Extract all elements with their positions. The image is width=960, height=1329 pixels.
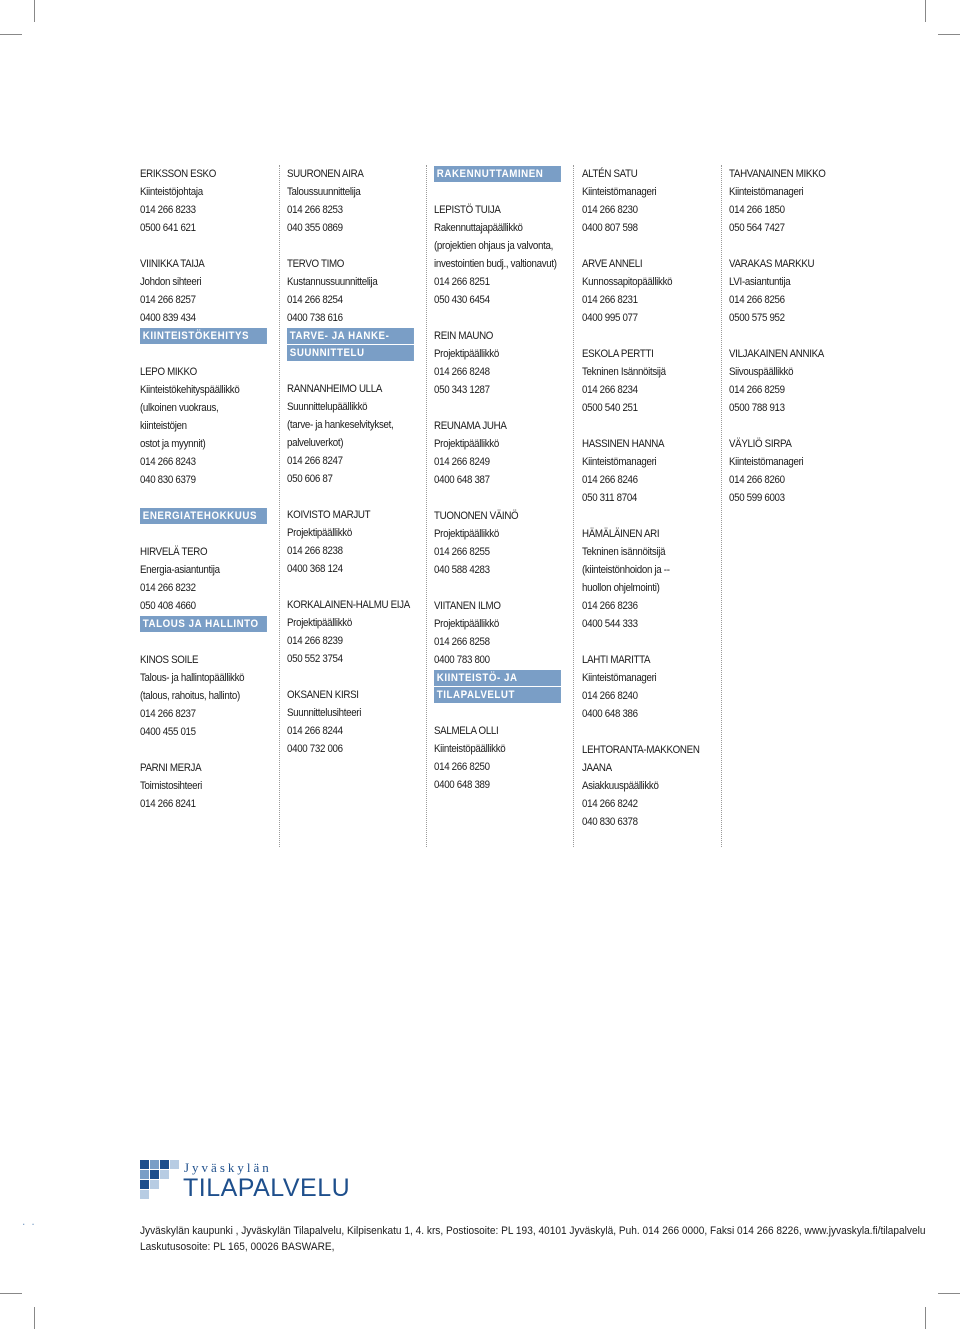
contact-line: 014 266 8233 bbox=[140, 204, 196, 216]
contact-line: 0400 455 015 bbox=[140, 726, 196, 738]
contact-line: 014 266 8234 bbox=[582, 384, 638, 396]
contact-line: Energia-asiantuntija bbox=[140, 564, 220, 576]
contact-line: 014 266 8251 bbox=[434, 276, 490, 288]
section-header: TILAPALVELUT bbox=[434, 687, 561, 703]
contact-line: REUNAMA JUHA bbox=[434, 420, 507, 432]
contact-line: 014 266 8241 bbox=[140, 798, 196, 810]
directory-column-4 bbox=[582, 165, 707, 831]
contact-line: Taloussuunnittelija bbox=[287, 186, 361, 198]
contact-line: 040 830 6378 bbox=[582, 816, 638, 828]
contact-line: LEPO MIKKO bbox=[140, 366, 197, 378]
contact-line: 0400 995 077 bbox=[582, 312, 638, 324]
spacer bbox=[140, 633, 265, 651]
contact-line: JAANA bbox=[582, 762, 612, 774]
contact-line: SALMELA OLLI bbox=[434, 725, 499, 737]
contact-line: 050 430 6454 bbox=[434, 294, 490, 306]
spacer bbox=[287, 362, 412, 380]
contact-line: 014 266 8253 bbox=[287, 204, 343, 216]
contact-line: 014 266 8255 bbox=[434, 546, 490, 558]
spacer bbox=[729, 417, 854, 435]
contact-line: LEHTORANTA-MAKKONEN bbox=[582, 744, 700, 756]
spacer bbox=[287, 668, 412, 686]
contact-line: 050 599 6003 bbox=[729, 492, 785, 504]
contact-line: REIN MAUNO bbox=[434, 330, 494, 342]
contact-line: OKSANEN KIRSI bbox=[287, 689, 359, 701]
logo-title: TILAPALVELU bbox=[183, 1174, 351, 1202]
contact-line: Kiinteistömanageri bbox=[729, 456, 804, 468]
spacer bbox=[140, 345, 265, 363]
contact-line: (kiinteistönhoidon ja -- bbox=[582, 564, 670, 576]
contact-line: 014 266 8239 bbox=[287, 635, 343, 647]
contact-line: ERIKSSON ESKO bbox=[140, 168, 216, 180]
directory-column-2 bbox=[287, 165, 412, 758]
contact-line: Johdon sihteeri bbox=[140, 276, 202, 288]
contact-line: 0500 575 952 bbox=[729, 312, 785, 324]
contact-line: Suunnittelupäällikkö bbox=[287, 401, 368, 413]
contact-line: Suunnittelusihteeri bbox=[287, 707, 362, 719]
logo-city-name: Jyväskylän bbox=[184, 1160, 272, 1175]
spacer bbox=[434, 704, 559, 722]
spacer bbox=[434, 489, 559, 507]
contact-line: Talous- ja hallintopäällikkö bbox=[140, 672, 245, 684]
contact-line: 0500 641 621 bbox=[140, 222, 196, 234]
footer-address-line: Jyväskylän kaupunki , Jyväskylän Tilapalvelu, Kilpisenkatu 1, 4. krs, Postiosoite: PL 193, 40101 Jyväskylä, Puh. 014 266 0000, Faksi 014 266 8226, www.jyvaskyla.fi/tilapalvelu bbox=[140, 1225, 926, 1237]
contact-line: Projektipäällikkö bbox=[287, 527, 352, 539]
directory-column-3 bbox=[434, 165, 559, 794]
contact-line: 014 266 8243 bbox=[140, 456, 196, 468]
tilapalvelu-logo bbox=[140, 1160, 372, 1202]
contact-line: 014 266 8256 bbox=[729, 294, 785, 306]
contact-line: RANNANHEIMO ULLA bbox=[287, 383, 383, 395]
contact-line: Tekninen Isännöitsijä bbox=[582, 366, 666, 378]
contact-line: 014 266 8260 bbox=[729, 474, 785, 486]
section-header: ENERGIATEHOKKUUS bbox=[140, 508, 267, 524]
contact-line: 014 266 8231 bbox=[582, 294, 638, 306]
contact-line: VIINIKKA TAIJA bbox=[140, 258, 205, 270]
contact-line: Toimistosihteeri bbox=[140, 780, 203, 792]
contact-line: 0400 839 434 bbox=[140, 312, 196, 324]
spacer bbox=[729, 237, 854, 255]
contact-line: 050 564 7427 bbox=[729, 222, 785, 234]
contact-line: ALTÉN SATU bbox=[582, 168, 638, 180]
contact-line: 0400 807 598 bbox=[582, 222, 638, 234]
contact-line: 014 266 8230 bbox=[582, 204, 638, 216]
contact-line: 0400 648 389 bbox=[434, 779, 490, 791]
spacer bbox=[434, 399, 559, 417]
contact-line: TERVO TIMO bbox=[287, 258, 345, 270]
contact-line: 040 588 4283 bbox=[434, 564, 490, 576]
spacer bbox=[140, 525, 265, 543]
contact-line: VILJAKAINEN ANNIKA bbox=[729, 348, 824, 360]
spacer bbox=[582, 327, 707, 345]
spacer bbox=[434, 183, 559, 201]
contact-line: Kunnossapitopäällikkö bbox=[582, 276, 673, 288]
contact-line: HASSINEN HANNA bbox=[582, 438, 665, 450]
spacer bbox=[582, 417, 707, 435]
contact-line: 014 266 8238 bbox=[287, 545, 343, 557]
column-divider bbox=[573, 165, 574, 847]
contact-line: Asiakkuuspäällikkö bbox=[582, 780, 659, 792]
contact-line: Kiinteistöpäällikkö bbox=[434, 743, 506, 755]
column-divider bbox=[426, 165, 427, 847]
spacer bbox=[582, 633, 707, 651]
contact-line: Projektipäällikkö bbox=[434, 348, 499, 360]
crop-mark bbox=[938, 34, 960, 35]
contact-line: 0400 544 333 bbox=[582, 618, 638, 630]
directory-column-5 bbox=[729, 165, 854, 507]
contact-line: 0400 368 124 bbox=[287, 563, 343, 575]
contact-line: 014 266 8249 bbox=[434, 456, 490, 468]
spacer bbox=[729, 327, 854, 345]
contact-line: Projektipäällikkö bbox=[434, 618, 499, 630]
contact-line: (tarve- ja hankeselvitykset, bbox=[287, 419, 394, 431]
spacer bbox=[140, 741, 265, 759]
crop-mark bbox=[34, 1307, 35, 1329]
contact-line: 050 311 8704 bbox=[582, 492, 638, 504]
contact-line: VÄYLIÖ SIRPA bbox=[729, 438, 792, 450]
section-header: KIINTEISTÖKEHITYS bbox=[140, 328, 267, 344]
contact-line: 014 266 8232 bbox=[140, 582, 196, 594]
contact-line: 050 343 1287 bbox=[434, 384, 490, 396]
contact-line: 0500 540 251 bbox=[582, 402, 638, 414]
contact-line: VIITANEN ILMO bbox=[434, 600, 501, 612]
contact-line: 014 266 8240 bbox=[582, 690, 638, 702]
contact-line: (ulkoinen vuokraus, bbox=[140, 402, 219, 414]
section-header: SUUNNITTELU bbox=[287, 345, 414, 361]
spacer bbox=[434, 579, 559, 597]
contact-line: TAHVANAINEN MIKKO bbox=[729, 168, 826, 180]
contact-line: KORKALAINEN-HALMU EIJA bbox=[287, 599, 410, 611]
contact-line: 014 266 8257 bbox=[140, 294, 196, 306]
spacer bbox=[582, 723, 707, 741]
contact-line: 014 266 8242 bbox=[582, 798, 638, 810]
footer-contact bbox=[140, 1223, 926, 1255]
column-divider bbox=[279, 165, 280, 847]
section-header: KIINTEISTÖ- JA bbox=[434, 670, 561, 686]
contact-line: 0500 788 913 bbox=[729, 402, 785, 414]
contact-line: 014 266 8259 bbox=[729, 384, 785, 396]
footer-billing-line: Laskutusosoite: PL 165, 00026 BASWARE, bbox=[140, 1241, 335, 1253]
spacer bbox=[140, 489, 265, 507]
logo-squares-icon bbox=[140, 1160, 180, 1200]
contact-line: Siivouspäällikkö bbox=[729, 366, 794, 378]
contact-line: Rakennuttajapäällikkö bbox=[434, 222, 523, 234]
contact-line: (talous, rahoitus, hallinto) bbox=[140, 690, 240, 702]
contact-line: 040 830 6379 bbox=[140, 474, 196, 486]
section-header: RAKENNUTTAMINEN bbox=[434, 166, 561, 182]
crop-mark bbox=[925, 1307, 926, 1329]
contact-line: 014 266 8236 bbox=[582, 600, 638, 612]
contact-line: KINOS SOILE bbox=[140, 654, 199, 666]
contact-line: 050 552 3754 bbox=[287, 653, 343, 665]
contact-line: SUURONEN AIRA bbox=[287, 168, 364, 180]
contact-line: ESKOLA PERTTI bbox=[582, 348, 654, 360]
contact-line: 050 606 87 bbox=[287, 473, 333, 485]
contact-line: HÄMÄLÄINEN ARI bbox=[582, 528, 660, 540]
contact-line: Kustannussuunnittelija bbox=[287, 276, 378, 288]
crop-mark bbox=[34, 0, 35, 22]
contact-line: Projektipäällikkö bbox=[287, 617, 352, 629]
contact-line: LAHTI MARITTA bbox=[582, 654, 651, 666]
column-divider bbox=[721, 165, 722, 847]
contact-line: Projektipäällikkö bbox=[434, 528, 499, 540]
contact-line: 050 408 4660 bbox=[140, 600, 196, 612]
contact-line: Tekninen isännöitsijä bbox=[582, 546, 666, 558]
contact-line: 014 266 8237 bbox=[140, 708, 196, 720]
contact-line: HIRVELÄ TERO bbox=[140, 546, 208, 558]
crop-mark bbox=[925, 0, 926, 22]
contact-line: PARNI MERJA bbox=[140, 762, 202, 774]
contact-line: Kiinteistöjohtaja bbox=[140, 186, 203, 198]
contact-line: Kiinteistömanageri bbox=[582, 672, 657, 684]
section-header: TALOUS JA HALLINTO bbox=[140, 616, 267, 632]
contact-line: (projektien ohjaus ja valvonta, bbox=[434, 240, 553, 252]
contact-line: Kiinteistömanageri bbox=[582, 456, 657, 468]
directory-column-1 bbox=[140, 165, 265, 813]
spacer bbox=[287, 578, 412, 596]
contact-line: Kiinteistömanageri bbox=[582, 186, 657, 198]
contact-line: investointien budj., valtionavut) bbox=[434, 258, 557, 270]
contact-line: huollon ohjelmointi) bbox=[582, 582, 660, 594]
contact-line: 014 266 8258 bbox=[434, 636, 490, 648]
contact-line: KOIVISTO MARJUT bbox=[287, 509, 371, 521]
spacer bbox=[582, 507, 707, 525]
spacer bbox=[582, 237, 707, 255]
contact-line: LVI-asiantuntija bbox=[729, 276, 791, 288]
contact-line: 0400 732 006 bbox=[287, 743, 343, 755]
contact-line: 014 266 8244 bbox=[287, 725, 343, 737]
contact-line: 0400 783 800 bbox=[434, 654, 490, 666]
contact-line: Kiinteistömanageri bbox=[729, 186, 804, 198]
crop-mark bbox=[0, 1293, 22, 1294]
contact-line: 014 266 8247 bbox=[287, 455, 343, 467]
contact-line: 0400 648 386 bbox=[582, 708, 638, 720]
contact-line: Kiinteistökehityspäällikkö bbox=[140, 384, 240, 396]
contact-line: 0400 648 387 bbox=[434, 474, 490, 486]
contact-line: ARVE ANNELI bbox=[582, 258, 643, 270]
contact-line: ostot ja myynnit) bbox=[140, 438, 206, 450]
contact-line: 014 266 8254 bbox=[287, 294, 343, 306]
section-header: TARVE- JA HANKE- bbox=[287, 328, 414, 344]
contact-line: Projektipäällikkö bbox=[434, 438, 499, 450]
contact-line: 014 266 8250 bbox=[434, 761, 490, 773]
contact-line: 014 266 8246 bbox=[582, 474, 638, 486]
contact-line: palveluverkot) bbox=[287, 437, 344, 449]
spacer bbox=[287, 488, 412, 506]
contact-line: TUONONEN VÄINÖ bbox=[434, 510, 519, 522]
contact-line: 014 266 8248 bbox=[434, 366, 490, 378]
decorative-dots: .. bbox=[22, 1214, 41, 1228]
crop-mark bbox=[938, 1293, 960, 1294]
spacer bbox=[287, 237, 412, 255]
contact-line: 014 266 1850 bbox=[729, 204, 785, 216]
contact-line: VARAKAS MARKKU bbox=[729, 258, 815, 270]
crop-mark bbox=[0, 34, 22, 35]
contact-line: 040 355 0869 bbox=[287, 222, 343, 234]
spacer bbox=[434, 309, 559, 327]
contact-line: kiinteistöjen bbox=[140, 420, 187, 432]
contact-line: 0400 738 616 bbox=[287, 312, 343, 324]
contact-line: LEPISTÖ TUIJA bbox=[434, 204, 501, 216]
spacer bbox=[140, 237, 265, 255]
